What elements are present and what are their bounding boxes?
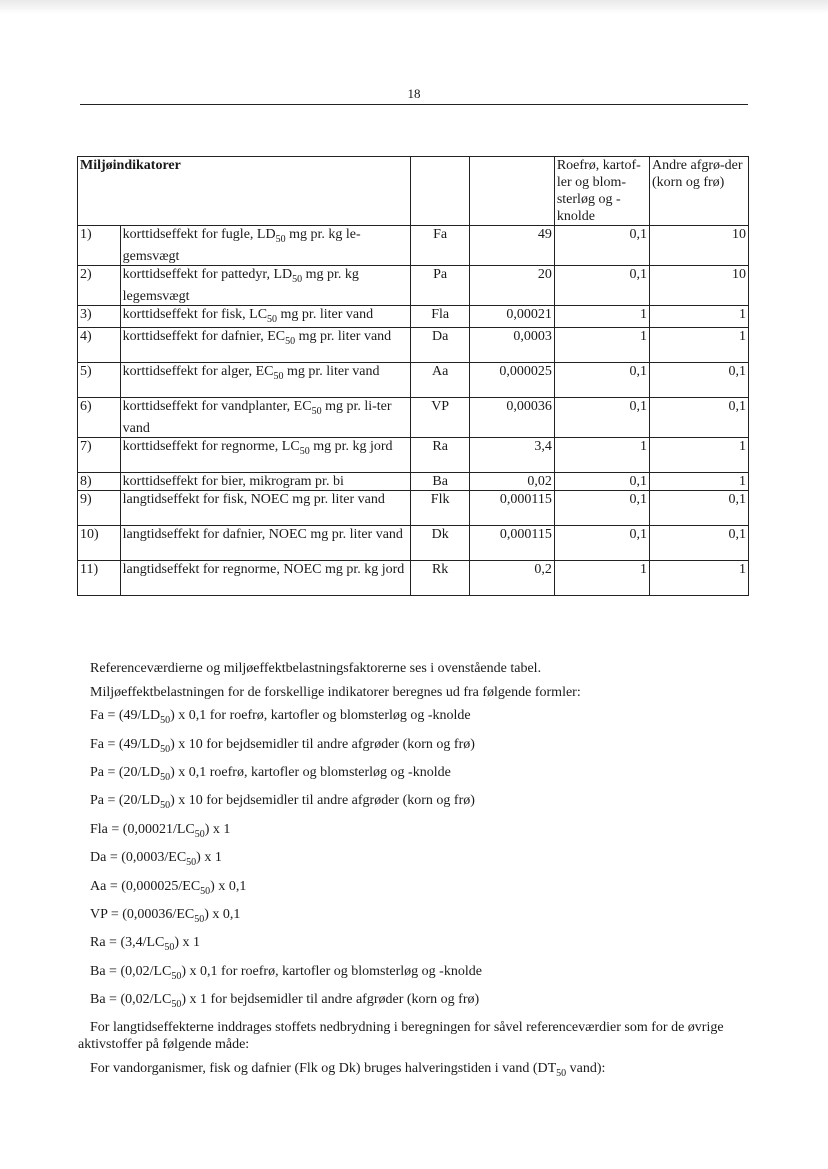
row-factor-roe: 0,1: [554, 491, 649, 526]
row-description: langtidseffekt for regnorme, NOEC mg pr. kg jord: [120, 561, 410, 596]
row-description: korttidseffekt for dafnier, $EC_{50}$ mg pr. liter vand: [120, 328, 410, 363]
row-number: 9): [78, 491, 121, 526]
table-row: [78, 398, 749, 438]
row-description: korttidseffekt for alger, $EC_{50}$ mg pr. liter vand: [120, 363, 410, 398]
table-row: [78, 473, 749, 491]
row-code: Ra: [410, 438, 469, 473]
row-reference-value: 0,00021: [470, 305, 555, 328]
row-number: 11): [78, 561, 121, 596]
table-row: [78, 491, 749, 526]
row-factor-roe: 0,1: [554, 473, 649, 491]
row-factor-andre: 0,1: [650, 491, 749, 526]
row-reference-value: 0,00036: [470, 398, 555, 438]
row-code: Pa: [410, 265, 469, 305]
row-description: langtidseffekt for dafnier, NOEC mg pr. liter vand: [120, 526, 410, 561]
row-factor-andre: 1: [650, 473, 749, 491]
row-code: Dk: [410, 526, 469, 561]
row-code: Fla: [410, 305, 469, 328]
paragraph: VP = $(0,00036/EC_{50})$ x 0,1: [90, 906, 241, 925]
row-number: 10): [78, 526, 121, 561]
row-reference-value: 0,000115: [470, 491, 555, 526]
paragraph: Miljøeffektbelastningen for de forskellige indikatorer beregnes ud fra følgende formler:: [90, 684, 581, 700]
row-factor-andre: 10: [650, 265, 749, 305]
row-number: 6): [78, 398, 121, 438]
row-code: Flk: [410, 491, 469, 526]
header-code-cell: [410, 157, 469, 226]
row-number: 8): [78, 473, 121, 491]
paragraph: $Pa = (20/LD_{50})$ x 10 for bejdsemidler til andre afgrøder (korn og frø): [90, 793, 475, 812]
row-factor-roe: 1: [554, 561, 649, 596]
row-code: Ba: [410, 473, 469, 491]
row-factor-andre: 1: [650, 305, 749, 328]
paragraph: Referenceværdierne og miljøeffektbelastningsfaktorerne ses i ovenstående tabel.: [90, 661, 542, 676]
row-factor-roe: 0,1: [554, 526, 649, 561]
row-factor-andre: 1: [650, 438, 749, 473]
row-factor-andre: 0,1: [650, 398, 749, 438]
paragraph: For vandorganismer, fisk og dafnier (Flk og Dk) bruges halveringstiden i vand ($DT_{50}$ vand):: [90, 1061, 606, 1079]
row-factor-andre: 1: [650, 561, 749, 596]
row-description: korttidseffekt for fugle, $LD_{50}$ mg pr. kg le-gemsvægt: [120, 226, 410, 266]
paragraph: $Ra = (3,4/LC_{50})$ x 1: [90, 935, 201, 954]
header-ref-cell: [470, 157, 555, 226]
row-code: Rk: [410, 561, 469, 596]
row-factor-andre: 0,1: [650, 526, 749, 561]
row-description: korttidseffekt for vandplanter, $EC_{50}$ mg pr. li-ter vand: [120, 398, 410, 438]
row-number: 4): [78, 328, 121, 363]
table-row: [78, 561, 749, 596]
row-code: Aa: [410, 363, 469, 398]
table-row: [78, 363, 749, 398]
table-row: [78, 328, 749, 363]
row-reference-value: 3,4: [470, 438, 555, 473]
row-reference-value: 0,02: [470, 473, 555, 491]
row-factor-andre: 0,1: [650, 363, 749, 398]
paragraph: $Fa = (49/LD_{50})$ x 0,1 for roefrø, kartofler og blomsterløg og -knolde: [90, 708, 471, 726]
row-factor-roe: 0,1: [554, 398, 649, 438]
row-description: korttidseffekt for fisk, $LC_{50}$ mg pr. liter vand: [120, 305, 410, 328]
indicator-table: [77, 156, 749, 596]
row-number: 7): [78, 438, 121, 473]
row-number: 1): [78, 226, 121, 266]
row-number: 5): [78, 363, 121, 398]
paragraph: $Da = (0,0003/EC_{50})$ x 1: [90, 850, 222, 868]
row-reference-value: 0,000115: [470, 526, 555, 561]
row-description: korttidseffekt for bier, mikrogram pr. bi: [120, 473, 410, 491]
row-reference-value: 0,0003: [470, 328, 555, 363]
row-reference-value: 0,2: [470, 561, 555, 596]
row-code: VP: [410, 398, 469, 438]
paragraph: For langtidseffekterne inddrages stoffets nedbrydning i beregningen for såvel referenceværdier som for de øvrige aktivstoffer på følgende måde:: [78, 1020, 724, 1053]
header-col-roe: Roefrø, kartof-ler og blom-sterløg og -knolde: [554, 157, 649, 226]
header-rule: [80, 104, 748, 105]
paragraph: Fla = $(0,00021/LC_{50})$ x 1: [90, 821, 231, 840]
page-number: 18: [407, 86, 421, 101]
row-code: Da: [410, 328, 469, 363]
table-row: [78, 305, 749, 328]
row-factor-roe: 0,1: [554, 226, 649, 266]
table-row: [78, 226, 749, 266]
row-factor-roe: 0,1: [554, 265, 649, 305]
row-factor-andre: 10: [650, 226, 749, 266]
row-number: 2): [78, 265, 121, 305]
paragraph: $Aa = (0,000025/EC_{50})$ x 0,1: [90, 878, 247, 897]
table-row: [78, 438, 749, 473]
row-reference-value: 0,000025: [470, 363, 555, 398]
table-row: [78, 265, 749, 305]
paragraph: $Pa = (20/LD_{50})$ x 0,1 roefrø, kartofler og blomsterløg og -knolde: [90, 764, 451, 783]
scan-edge: [0, 0, 828, 14]
row-factor-roe: 0,1: [554, 363, 649, 398]
row-factor-roe: 1: [554, 305, 649, 328]
table-row: [78, 526, 749, 561]
paragraph: $Ba = (0,02/LC_{50})$ x 1 for bejdsemidler til andre afgrøder (korn og frø): [90, 992, 480, 1010]
row-number: 3): [78, 305, 121, 328]
row-description: langtidseffekt for fisk, NOEC mg pr. liter vand: [120, 491, 410, 526]
paragraph: $Ba = (0,02/LC_{50})$ x 0,1 for roefrø, kartofler og blomsterløg og -knolde: [90, 963, 482, 982]
row-reference-value: 49: [470, 226, 555, 266]
row-factor-roe: 1: [554, 328, 649, 363]
row-description: korttidseffekt for regnorme, $LC_{50}$ mg pr. kg jord: [120, 438, 410, 473]
body-text: [78, 660, 750, 1088]
table-title: Miljøindikatorer: [78, 157, 411, 226]
row-description: korttidseffekt for pattedyr, $LD_{50}$ mg pr. kg legemsvægt: [120, 265, 410, 305]
row-reference-value: 20: [470, 265, 555, 305]
header-col-andre: Andre afgrø-der (korn og frø): [650, 157, 749, 226]
row-factor-andre: 1: [650, 328, 749, 363]
row-code: Fa: [410, 226, 469, 266]
table-header-row: [78, 157, 749, 226]
row-factor-roe: 1: [554, 438, 649, 473]
paragraph: $Fa = (49/LD_{50})$ x 10 for bejdsemidler til andre afgrøder (korn og frø): [90, 736, 475, 755]
